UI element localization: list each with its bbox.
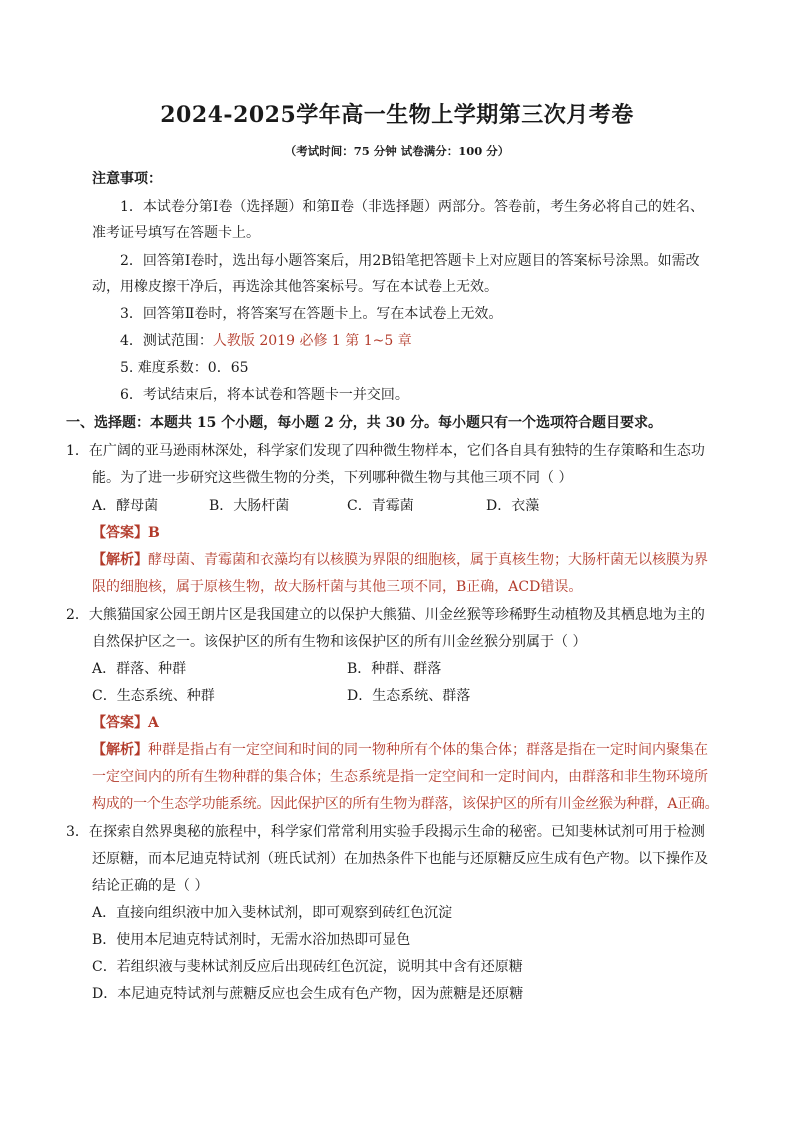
q2-stem-line-2: 自然保护区之一。该保护区的所有生物和该保护区的所有川金丝猴分别属于（ ） (92, 634, 587, 650)
q1-stem-line-2: 能。为了进一步研究这些微生物的分类，下列哪种微生物与其他三项不同（ ） (92, 470, 573, 486)
q3-stem-line-1: 3．在探索自然界奥秘的旅程中，科学家们常常利用实验手段揭示生命的秘密。已知斐林试剂可用于检测 (66, 824, 705, 840)
q1-analysis-label: 【解析】 (92, 552, 148, 568)
q2-answer (92, 713, 159, 733)
q3-option-b: B．使用本尼迪克特试剂时，无需水浴加热即可显色 (92, 932, 411, 948)
q1-analysis-line-1: 【解析】酵母菌、青霉菌和衣藻均有以核膜为界限的细胞核，属于真核生物；大肠杆菌无以核膜为界 (92, 552, 708, 568)
note-4-prefix: 4．测试范围： (120, 333, 213, 349)
q3-option-c: C．若组织液与斐林试剂反应后出现砖红色沉淀，说明其中含有还原糖 (92, 959, 523, 975)
q1-answer (92, 523, 160, 543)
q1-stem-line-1: 1．在广阔的亚马逊雨林深处，科学家们发现了四种微生物样本，它们各自具有独特的生存策略和生态功 (66, 443, 705, 459)
q1-answer-label: 【答案】 (92, 525, 148, 541)
note-4 (120, 331, 412, 351)
q3-option-a: A．直接向组织液中加入斐林试剂，即可观察到砖红色沉淀 (92, 905, 453, 921)
q2-analysis-line-3: 构成的一个生态学功能系统。因此保护区的所有生物为群落，该保护区的所有川金丝猴为种群，A正确。 (92, 796, 719, 812)
note-5: 5. 难度系数：0．65 (120, 360, 249, 376)
q1-analysis-line-2: 限的细胞核，属于原核生物，故大肠杆菌与其他三项不同，B正确，ACD错误。 (92, 579, 583, 595)
note-1-line-1: 1．本试卷分第Ⅰ卷（选择题）和第Ⅱ卷（非选择题）两部分。答卷前，考生务必将自己的姓名、 (120, 199, 704, 215)
q3-stem-line-3: 结论正确的是（ ） (92, 878, 209, 894)
exam-subtitle: （考试时间：75 分钟 试卷满分：100 分） (284, 144, 510, 158)
notes-heading: 注意事项： (92, 171, 162, 187)
note-1-line-2: 准考证号填写在答题卡上。 (92, 225, 260, 241)
q1-option-a: A．酵母菌 (92, 498, 159, 514)
exam-title: 2024-2025学年高一生物上学期第三次月考卷 (160, 102, 634, 128)
note-2-line-1: 2．回答第Ⅰ卷时，选出每小题答案后，用2B铅笔把答题卡上对应题目的答案标号涂黑。如需改 (120, 253, 700, 269)
note-3: 3．回答第Ⅱ卷时，将答案写在答题卡上。写在本试卷上无效。 (120, 306, 503, 322)
q1-option-b: B．大肠杆菌 (209, 498, 290, 514)
q2-option-b: B．种群、群落 (347, 661, 442, 677)
q1-option-d: D．衣藻 (486, 498, 540, 514)
q2-option-d: D．生态系统、群落 (347, 688, 471, 704)
note-4-scope: 人教版 2019 必修 1 第 1~5 章 (212, 333, 412, 349)
q2-option-c: C．生态系统、种群 (92, 688, 215, 704)
q3-option-d: D．本尼迪克特试剂与蔗糖反应也会生成有色产物，因为蔗糖是还原糖 (92, 986, 524, 1002)
q3-stem-line-2: 还原糖，而本尼迪克特试剂（班氏试剂）在加热条件下也能与还原糖反应生成有色产物。以下操作及 (92, 851, 708, 867)
q2-analysis-line-1: 【解析】种群是指占有一定空间和时间的同一物种所有个体的集合体；群落是指在一定时间内聚集在 (92, 742, 708, 758)
q2-stem-line-1: 2．大熊猫国家公园王朗片区是我国建立的以保护大熊猫、川金丝猴等珍稀野生动植物及其栖息地为主的 (66, 607, 705, 623)
q2-analysis-line-2: 一定空间内的所有生物种群的集合体；生态系统是指一定空间和一定时间内，由群落和非生物环境所 (92, 769, 708, 785)
note-6: 6．考试结束后，将本试卷和答题卡一并交回。 (120, 387, 409, 403)
section-1-heading: 一、选择题：本题共 15 个小题，每小题 2 分，共 30 分。每小题只有一个选项符合题目要求。 (66, 415, 662, 431)
q2-analysis-label: 【解析】 (92, 742, 148, 758)
note-2-line-2: 动，用橡皮擦干净后，再选涂其他答案标号。写在本试卷上无效。 (92, 279, 498, 295)
q1-option-c: C．青霉菌 (347, 498, 414, 514)
q2-answer-label: 【答案】 (92, 715, 148, 731)
q2-option-a: A．群落、种群 (92, 661, 187, 677)
q1-answer-value: B (148, 525, 160, 541)
q2-answer-value: A (148, 715, 159, 731)
